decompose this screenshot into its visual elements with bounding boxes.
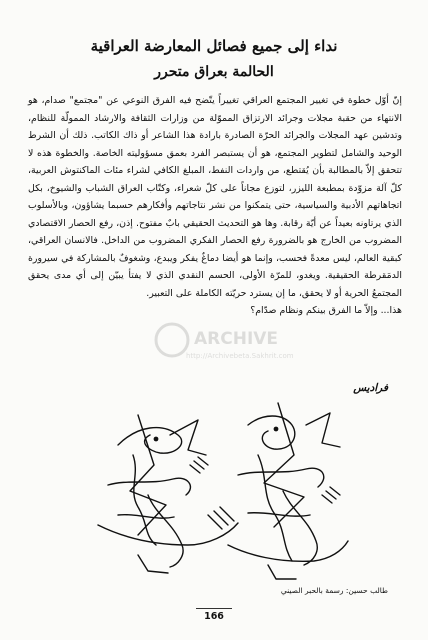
watermark-text: ARCHIVE [194, 329, 279, 349]
watermark-url: http://Archivebeta.Sakhrit.com [186, 352, 294, 360]
archive-watermark [150, 318, 300, 364]
ink-drawing [78, 395, 358, 585]
article-title: نداء إلى جميع فصائل المعارضة العراقية [90, 37, 338, 55]
body-paragraph: إنّ أوّل خطوة في تغيير المجتمع العراقي تغييراً يتّضح فيه الفرق النوعي عن "مجتمع" صدام، هو الانتهاء من حقبة مجلات وجرائد الارتزاق المموّلة من وزارات الثقافة والارشاد الممولّة للنظام، وتدشين عهد المجلات والجرائد الحرّة الصادرة بارادة هذا الشاعر أو ذاك الكاتب. ذلك أن الشرط الوحيد والشامل لتطوير المجتمع، هو أن يستبصر الفرد بعمق مسؤوليته الخاصة. والخطوة هذه لا تتحقق إلاّ بالمطالبة بأن يُقتطع، من واردات النفط، المبلغ الكافي لشراء مئات الماكنتوش العربية، كلّ آلة مزوّدة بمطبعة الليزر، لتوزع مجاناً على كلّ شعراء، وكتّاب العراق الشباب والشيوخ، بكل اتجاهاتهم الأدبية والسياسية، حتى يتمكنوا من نشر نتاجاتهم وأفكارهم حسبما يشاؤون، وبالأسلوب الذي يرتاونه بعيداً عن أيّة رقابة. وها هو التحديث الحقيقي بابٌ مفتوح. إذن، رفع الحصار الاقتصادي المضروب من الخارج هو بالضرورة رفع الحصار الفكري المضروب من الداخل. فالانسان العراقي، كبقية العالم، ليس معدةً فحسب، وإنما هو أيضا دماغٌ يفكر ويبدع، وشغوفٌ بالمشاركة في سيرورة الدمَقرطة الحقيقية. ويغدو، للمرّة الأولى، الحسم النقدي الذي لا يفتأ يبيّن إلى أي مدى يحقق المجتمعُ الحرية أو لا يحقق، ما إن يسترد حريّته الكاملة على التعبير. [28, 95, 402, 299]
article-subtitle: الحالمة بعراق متحرر [154, 64, 274, 80]
page-number: 166 [204, 611, 224, 622]
author-signature: فراديس [353, 382, 388, 394]
page-divider [196, 608, 232, 609]
artwork-caption: طالب حسين: رسمة بالحبر الصيني [280, 586, 388, 595]
article-body [28, 92, 402, 320]
closing-paragraph: هذا... وإلاّ ما الفرق بينكم ونظام صدّام؟ [250, 305, 402, 316]
